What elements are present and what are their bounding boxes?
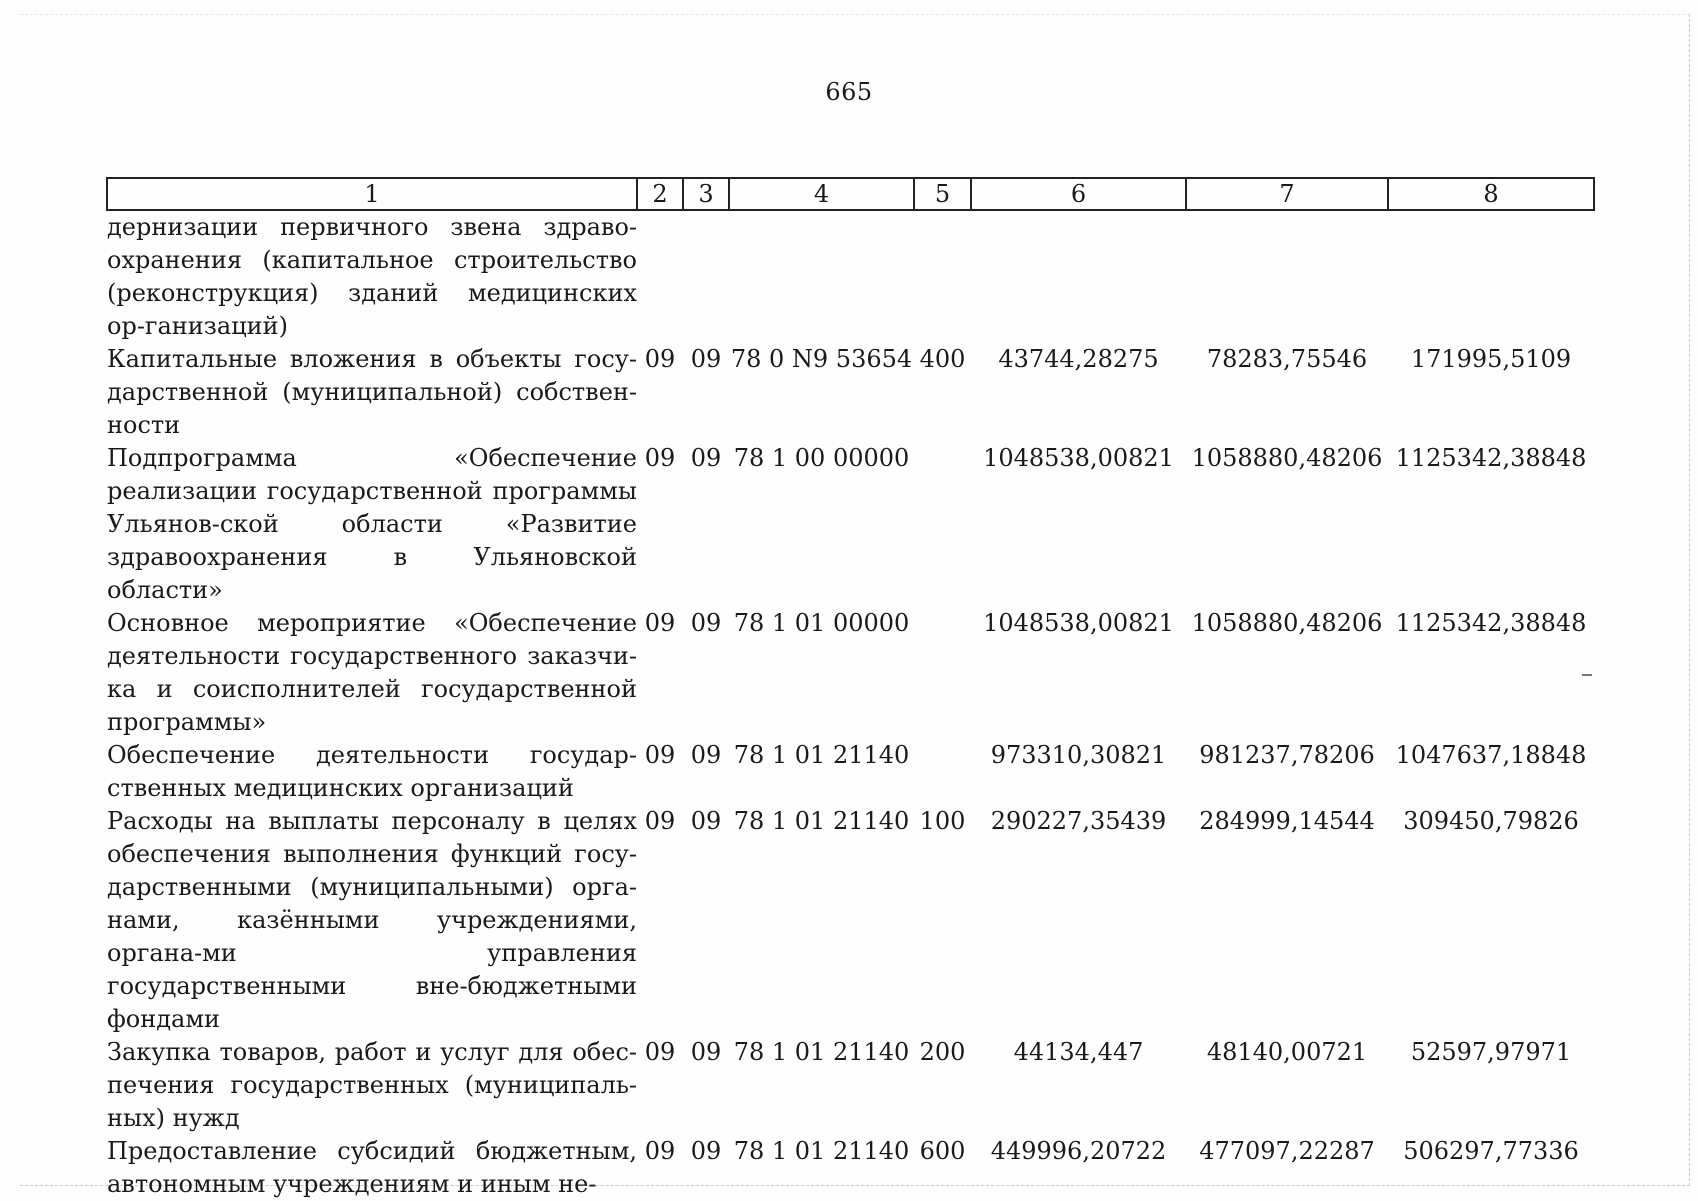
row-expense-type (914, 607, 971, 739)
row-section: 09 (644, 444, 676, 472)
table-row (107, 739, 1594, 805)
table-row (107, 442, 1594, 607)
row-amount-1 (971, 210, 1186, 343)
row-section: 09 (644, 741, 676, 769)
row-subsection: 09 (690, 1137, 722, 1165)
header-col-7: 7 (1186, 178, 1388, 210)
header-col-1: 1 (107, 178, 637, 210)
row-amount-3: 506297,77336 (1403, 1137, 1579, 1165)
header-col-4: 4 (729, 178, 914, 210)
row-name: Обеспечение деятельности государ-ственных медицинских организаций (107, 741, 637, 802)
header-col-3: 3 (683, 178, 729, 210)
row-section: 09 (644, 609, 676, 637)
budget-sheet (106, 177, 1593, 1201)
row-amount-2: 477097,22287 (1199, 1137, 1375, 1165)
row-subsection: 09 (690, 741, 722, 769)
row-expense-type: 600 (919, 1137, 966, 1165)
row-amount-3 (1388, 210, 1594, 343)
row-name: Расходы на выплаты персоналу в целях обеспечения выполнения функций госу-дарственными (муниципальными) орга-нами, казёнными учреждениями, органа-ми управления государственными вне-бюджетными фондами (107, 807, 637, 1033)
header-col-2: 2 (637, 178, 683, 210)
row-amount-1: 449996,20722 (990, 1137, 1167, 1165)
header-col-8: 8 (1388, 178, 1594, 210)
row-subsection: 09 (690, 1038, 722, 1066)
row-target-code: 78 1 01 21140 (733, 741, 910, 769)
header-row (107, 178, 1594, 210)
table-row (107, 343, 1594, 442)
row-target-code (729, 210, 914, 343)
row-amount-3: 171995,5109 (1410, 345, 1572, 373)
table-row (107, 1135, 1594, 1201)
table-row (107, 210, 1594, 343)
row-target-code: 78 1 01 21140 (733, 807, 910, 835)
row-section: 09 (644, 345, 676, 373)
row-name: Капитальные вложения в объекты госу-дарственной (муниципальной) собствен-ности (107, 345, 637, 439)
row-amount-1: 44134,447 (1013, 1038, 1144, 1066)
row-subsection: 09 (690, 807, 722, 835)
row-amount-2: 78283,75546 (1206, 345, 1368, 373)
row-amount-1: 973310,30821 (990, 741, 1167, 769)
row-target-code: 78 0 N9 53654 (730, 345, 913, 373)
table-row (107, 1036, 1594, 1135)
row-target-code: 78 1 01 21140 (733, 1137, 910, 1165)
row-name: Предоставление субсидий бюджетным, автономным учреждениям и иным не- (107, 1137, 637, 1198)
table-row (107, 607, 1594, 739)
row-amount-2: 981237,78206 (1199, 741, 1375, 769)
row-section: 09 (644, 1137, 676, 1165)
row-section: 09 (644, 807, 676, 835)
row-amount-2: 284999,14544 (1199, 807, 1375, 835)
row-expense-type (914, 210, 971, 343)
row-section: 09 (644, 1038, 676, 1066)
row-subsection: 09 (690, 444, 722, 472)
row-target-code: 78 1 01 21140 (733, 1038, 910, 1066)
header-col-6: 6 (971, 178, 1186, 210)
budget-table (106, 177, 1595, 1201)
row-expense-type: 200 (919, 1038, 966, 1066)
page-number: 665 (825, 78, 873, 106)
row-amount-2: 48140,00721 (1206, 1038, 1368, 1066)
row-amount-3: 1047637,18848 (1395, 741, 1587, 769)
row-amount-2: 1058880,48206 (1191, 444, 1383, 472)
row-subsection: 09 (690, 609, 722, 637)
row-expense-type: 100 (919, 807, 966, 835)
row-section (637, 210, 683, 343)
row-amount-3: 1125342,38848 (1395, 444, 1587, 472)
row-amount-1: 1048538,00821 (983, 609, 1174, 637)
row-target-code: 78 1 01 00000 (733, 609, 910, 637)
row-subsection (683, 210, 729, 343)
row-amount-3: 309450,79826 (1403, 807, 1579, 835)
table-row (107, 805, 1594, 1036)
row-amount-2 (1186, 210, 1388, 343)
scan-speck (1582, 674, 1592, 676)
row-amount-1: 43744,28275 (998, 345, 1159, 373)
row-name: дернизации первичного звена здраво-охранения (капитальное строительство (реконструкция) зданий медицинских ор-ганизаций) (107, 213, 637, 340)
row-subsection: 09 (690, 345, 722, 373)
row-amount-3: 1125342,38848 (1395, 609, 1587, 637)
row-amount-2: 1058880,48206 (1191, 609, 1383, 637)
row-expense-type (914, 739, 971, 805)
row-name: Основное мероприятие «Обеспечение деятельности государственного заказчи-ка и соисполнителей государственной программы» (107, 609, 637, 736)
row-amount-3: 52597,97971 (1410, 1038, 1572, 1066)
row-name: Закупка товаров, работ и услуг для обес-печения государственных (муниципаль-ных) нужд (107, 1038, 637, 1132)
row-target-code: 78 1 00 00000 (733, 444, 910, 472)
row-amount-1: 290227,35439 (990, 807, 1167, 835)
row-expense-type (914, 442, 971, 607)
row-amount-1: 1048538,00821 (983, 444, 1174, 472)
row-name: Подпрограмма «Обеспечение реализации государственной программы Ульянов-ской области «Развитие здравоохранения в Ульяновской области» (107, 444, 637, 604)
header-col-5: 5 (914, 178, 971, 210)
row-expense-type: 400 (919, 345, 966, 373)
